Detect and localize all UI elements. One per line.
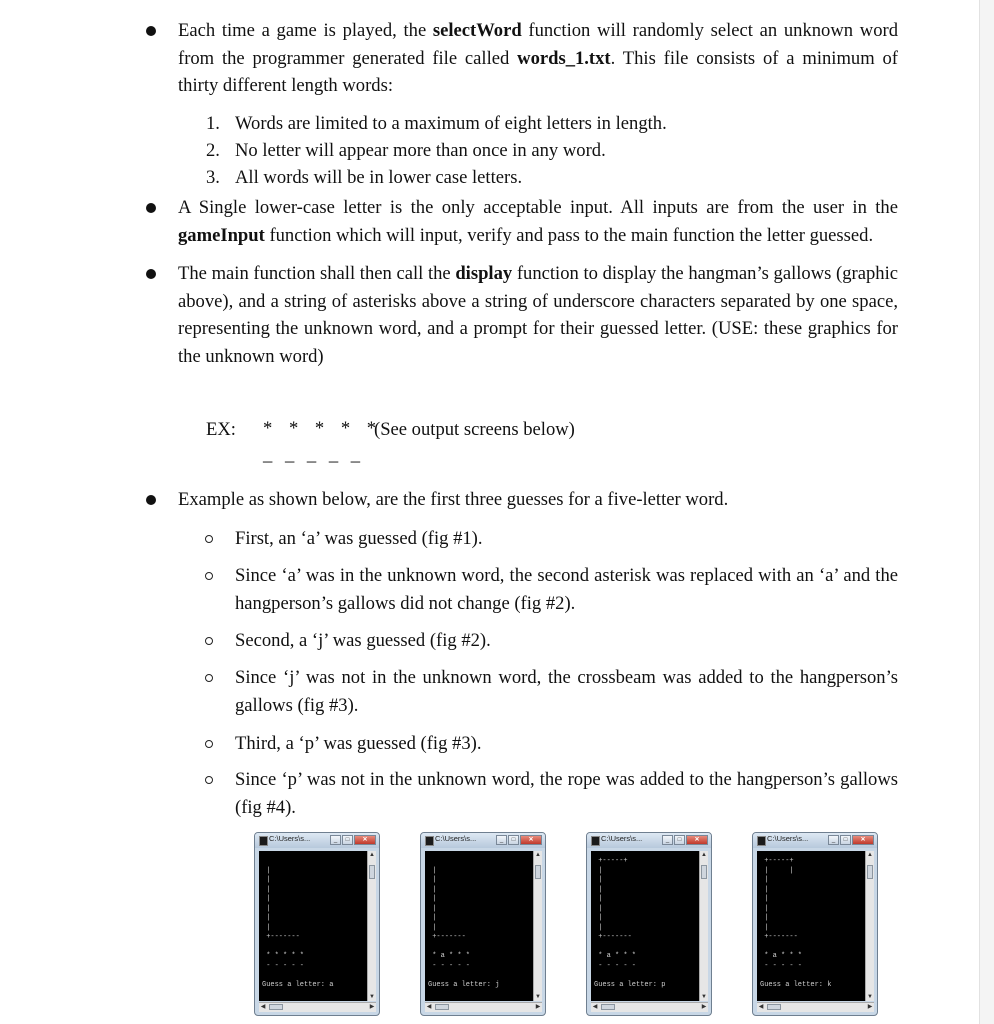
text-segment: function will randomly select an unknown word from the programmer generated file called [178, 20, 898, 69]
text-segment: The main function shall then call the [178, 263, 456, 284]
scroll-left-arrow-icon[interactable]: ◀ [592, 1004, 598, 1010]
bullet-dot [146, 203, 156, 213]
scroll-up-arrow-icon[interactable]: ▲ [535, 852, 541, 858]
horizontal-scrollbar[interactable] [757, 1002, 874, 1012]
horizontal-scrollbar[interactable] [259, 1002, 376, 1012]
page-edge [979, 0, 994, 1024]
title-bar [753, 833, 877, 848]
vertical-scrollbar[interactable] [533, 851, 542, 1001]
console-app-icon [259, 836, 268, 846]
minimize-button[interactable]: _ [662, 835, 673, 845]
rule-number: 1. [206, 113, 220, 134]
console-app-icon [591, 836, 600, 846]
step-item: Since ‘a’ was in the unknown word, the second asterisk was replaced with an ‘a’ and the hangperson’s gallows did not change (fig #2). [235, 565, 898, 614]
bullet-dot [146, 269, 156, 279]
window-title: C:\Users\s... [435, 834, 477, 843]
rule-text: All words will be in lower case letters. [235, 167, 523, 188]
scroll-left-arrow-icon[interactable]: ◀ [758, 1004, 764, 1010]
scroll-down-arrow-icon[interactable]: ▼ [369, 994, 375, 1000]
step-item: Second, a ‘j’ was guessed (fig #2). [235, 630, 491, 651]
sub-bullet-circle [205, 740, 213, 748]
scroll-down-arrow-icon[interactable]: ▼ [701, 994, 707, 1000]
scroll-thumb[interactable] [369, 865, 375, 879]
scroll-right-arrow-icon[interactable]: ▶ [535, 1004, 541, 1010]
sub-bullet-circle [205, 674, 213, 682]
bullet-dot [146, 495, 156, 505]
text-segment: function to display the hangman’s gallows (graphic above), and a string of asterisks above a string of underscore characters separated by one space, representing the unknown word, and a prompt for their guessed letter. (USE: these graphics for the unknown word) [178, 263, 898, 367]
vertical-scrollbar[interactable] [865, 851, 874, 1001]
text-segment: Each time a game is played, the [178, 20, 433, 41]
console-screen [425, 851, 533, 1001]
paragraph-example: Example as shown below, are the first three guesses for a five-letter word. [178, 489, 729, 510]
example-asterisks: * * * * * [263, 418, 383, 439]
console-window-fig-4 [752, 832, 878, 1016]
minimize-button[interactable]: _ [330, 835, 341, 845]
function-name-selectword: selectWord [432, 20, 522, 41]
scroll-thumb[interactable] [435, 1004, 449, 1010]
text-segment: function which will input, verify and pass to the main function the letter guessed. [264, 224, 874, 246]
scroll-thumb[interactable] [269, 1004, 283, 1010]
scroll-up-arrow-icon[interactable]: ▲ [701, 852, 707, 858]
maximize-button[interactable]: □ [674, 835, 685, 845]
console-screen [259, 851, 367, 1001]
minimize-button[interactable]: _ [496, 835, 507, 845]
paragraph-select-word [178, 17, 898, 100]
console-screen [591, 851, 699, 1001]
scroll-up-arrow-icon[interactable]: ▲ [867, 852, 873, 858]
rule-number: 2. [206, 140, 220, 161]
bullet-dot [146, 26, 156, 36]
sub-bullet-circle [205, 572, 213, 580]
console-output: | | | | | | | +------- * * * * * - - - - - Guess a letter: a [262, 866, 334, 989]
window-controls [662, 835, 708, 845]
vertical-scrollbar[interactable] [699, 851, 708, 1001]
file-name-words: words_1.txt [517, 47, 611, 69]
console-screen [757, 851, 865, 1001]
console-output: +-----+ | | | | | | | | +------- * a * * * - - - - - Guess a letter: k [760, 857, 832, 989]
console-output: | | | | | | | +------- * a * * * - - - - - Guess a letter: j [428, 866, 500, 989]
rule-text: No letter will appear more than once in any word. [235, 140, 606, 161]
console-window-fig-2 [420, 832, 546, 1016]
step-item: Since ‘p’ was not in the unknown word, the rope was added to the hangperson’s gallows (fig #4). [235, 769, 898, 818]
scroll-thumb[interactable] [601, 1004, 615, 1010]
console-output: +-----+ | | | | | | | +------- * a * * * - - - - - Guess a letter: p [594, 857, 666, 989]
paragraph-display [178, 260, 898, 370]
title-bar [255, 833, 379, 848]
console-window-fig-3 [586, 832, 712, 1016]
sub-bullet-circle [205, 637, 213, 645]
window-title: C:\Users\s... [601, 834, 643, 843]
close-button[interactable]: ✕ [852, 835, 874, 845]
scroll-thumb[interactable] [867, 865, 873, 879]
maximize-button[interactable]: □ [342, 835, 353, 845]
window-controls [330, 835, 376, 845]
title-bar [587, 833, 711, 848]
window-controls [496, 835, 542, 845]
scroll-thumb[interactable] [767, 1004, 781, 1010]
minimize-button[interactable]: _ [828, 835, 839, 845]
sub-bullet-circle [205, 535, 213, 543]
scroll-down-arrow-icon[interactable]: ▼ [867, 994, 873, 1000]
example-note: (See output screens below) [374, 419, 575, 440]
rule-number: 3. [206, 167, 220, 188]
scroll-right-arrow-icon[interactable]: ▶ [867, 1004, 873, 1010]
text-segment: . This file consists of a minimum of thirty different length words: [178, 47, 898, 96]
scroll-left-arrow-icon[interactable]: ◀ [426, 1004, 432, 1010]
sub-bullet-circle [205, 776, 213, 784]
close-button[interactable]: ✕ [686, 835, 708, 845]
horizontal-scrollbar[interactable] [591, 1002, 708, 1012]
close-button[interactable]: ✕ [354, 835, 376, 845]
step-item: Third, a ‘p’ was guessed (fig #3). [235, 733, 482, 754]
console-window-fig-1 [254, 832, 380, 1016]
step-item: Since ‘j’ was not in the unknown word, the crossbeam was added to the hangperson’s gallows (fig #3). [235, 667, 898, 716]
scroll-thumb[interactable] [535, 865, 541, 879]
vertical-scrollbar[interactable] [367, 851, 376, 1001]
window-controls [828, 835, 874, 845]
example-underscores: _ _ _ _ _ [263, 444, 365, 465]
scroll-up-arrow-icon[interactable]: ▲ [369, 852, 375, 858]
function-name-display: display [455, 263, 513, 284]
step-item: First, an ‘a’ was guessed (fig #1). [235, 528, 483, 549]
example-label: EX: [206, 419, 236, 440]
rule-text: Words are limited to a maximum of eight letters in length. [235, 113, 667, 134]
scroll-thumb[interactable] [701, 865, 707, 879]
scroll-right-arrow-icon[interactable]: ▶ [701, 1004, 707, 1010]
maximize-button[interactable]: □ [840, 835, 851, 845]
scroll-down-arrow-icon[interactable]: ▼ [535, 994, 541, 1000]
console-app-icon [757, 836, 766, 846]
title-bar [421, 833, 545, 848]
window-title: C:\Users\s... [269, 834, 311, 843]
function-name-gameinput: gameInput [178, 224, 265, 246]
scroll-right-arrow-icon[interactable]: ▶ [369, 1004, 375, 1010]
console-app-icon [425, 836, 434, 846]
window-title: C:\Users\s... [767, 834, 809, 843]
maximize-button[interactable]: □ [508, 835, 519, 845]
horizontal-scrollbar[interactable] [425, 1002, 542, 1012]
scroll-left-arrow-icon[interactable]: ◀ [260, 1004, 266, 1010]
text-segment: A Single lower-case letter is the only acceptable input. All inputs are from the user in the [178, 197, 898, 218]
paragraph-game-input [178, 194, 898, 249]
close-button[interactable]: ✕ [520, 835, 542, 845]
